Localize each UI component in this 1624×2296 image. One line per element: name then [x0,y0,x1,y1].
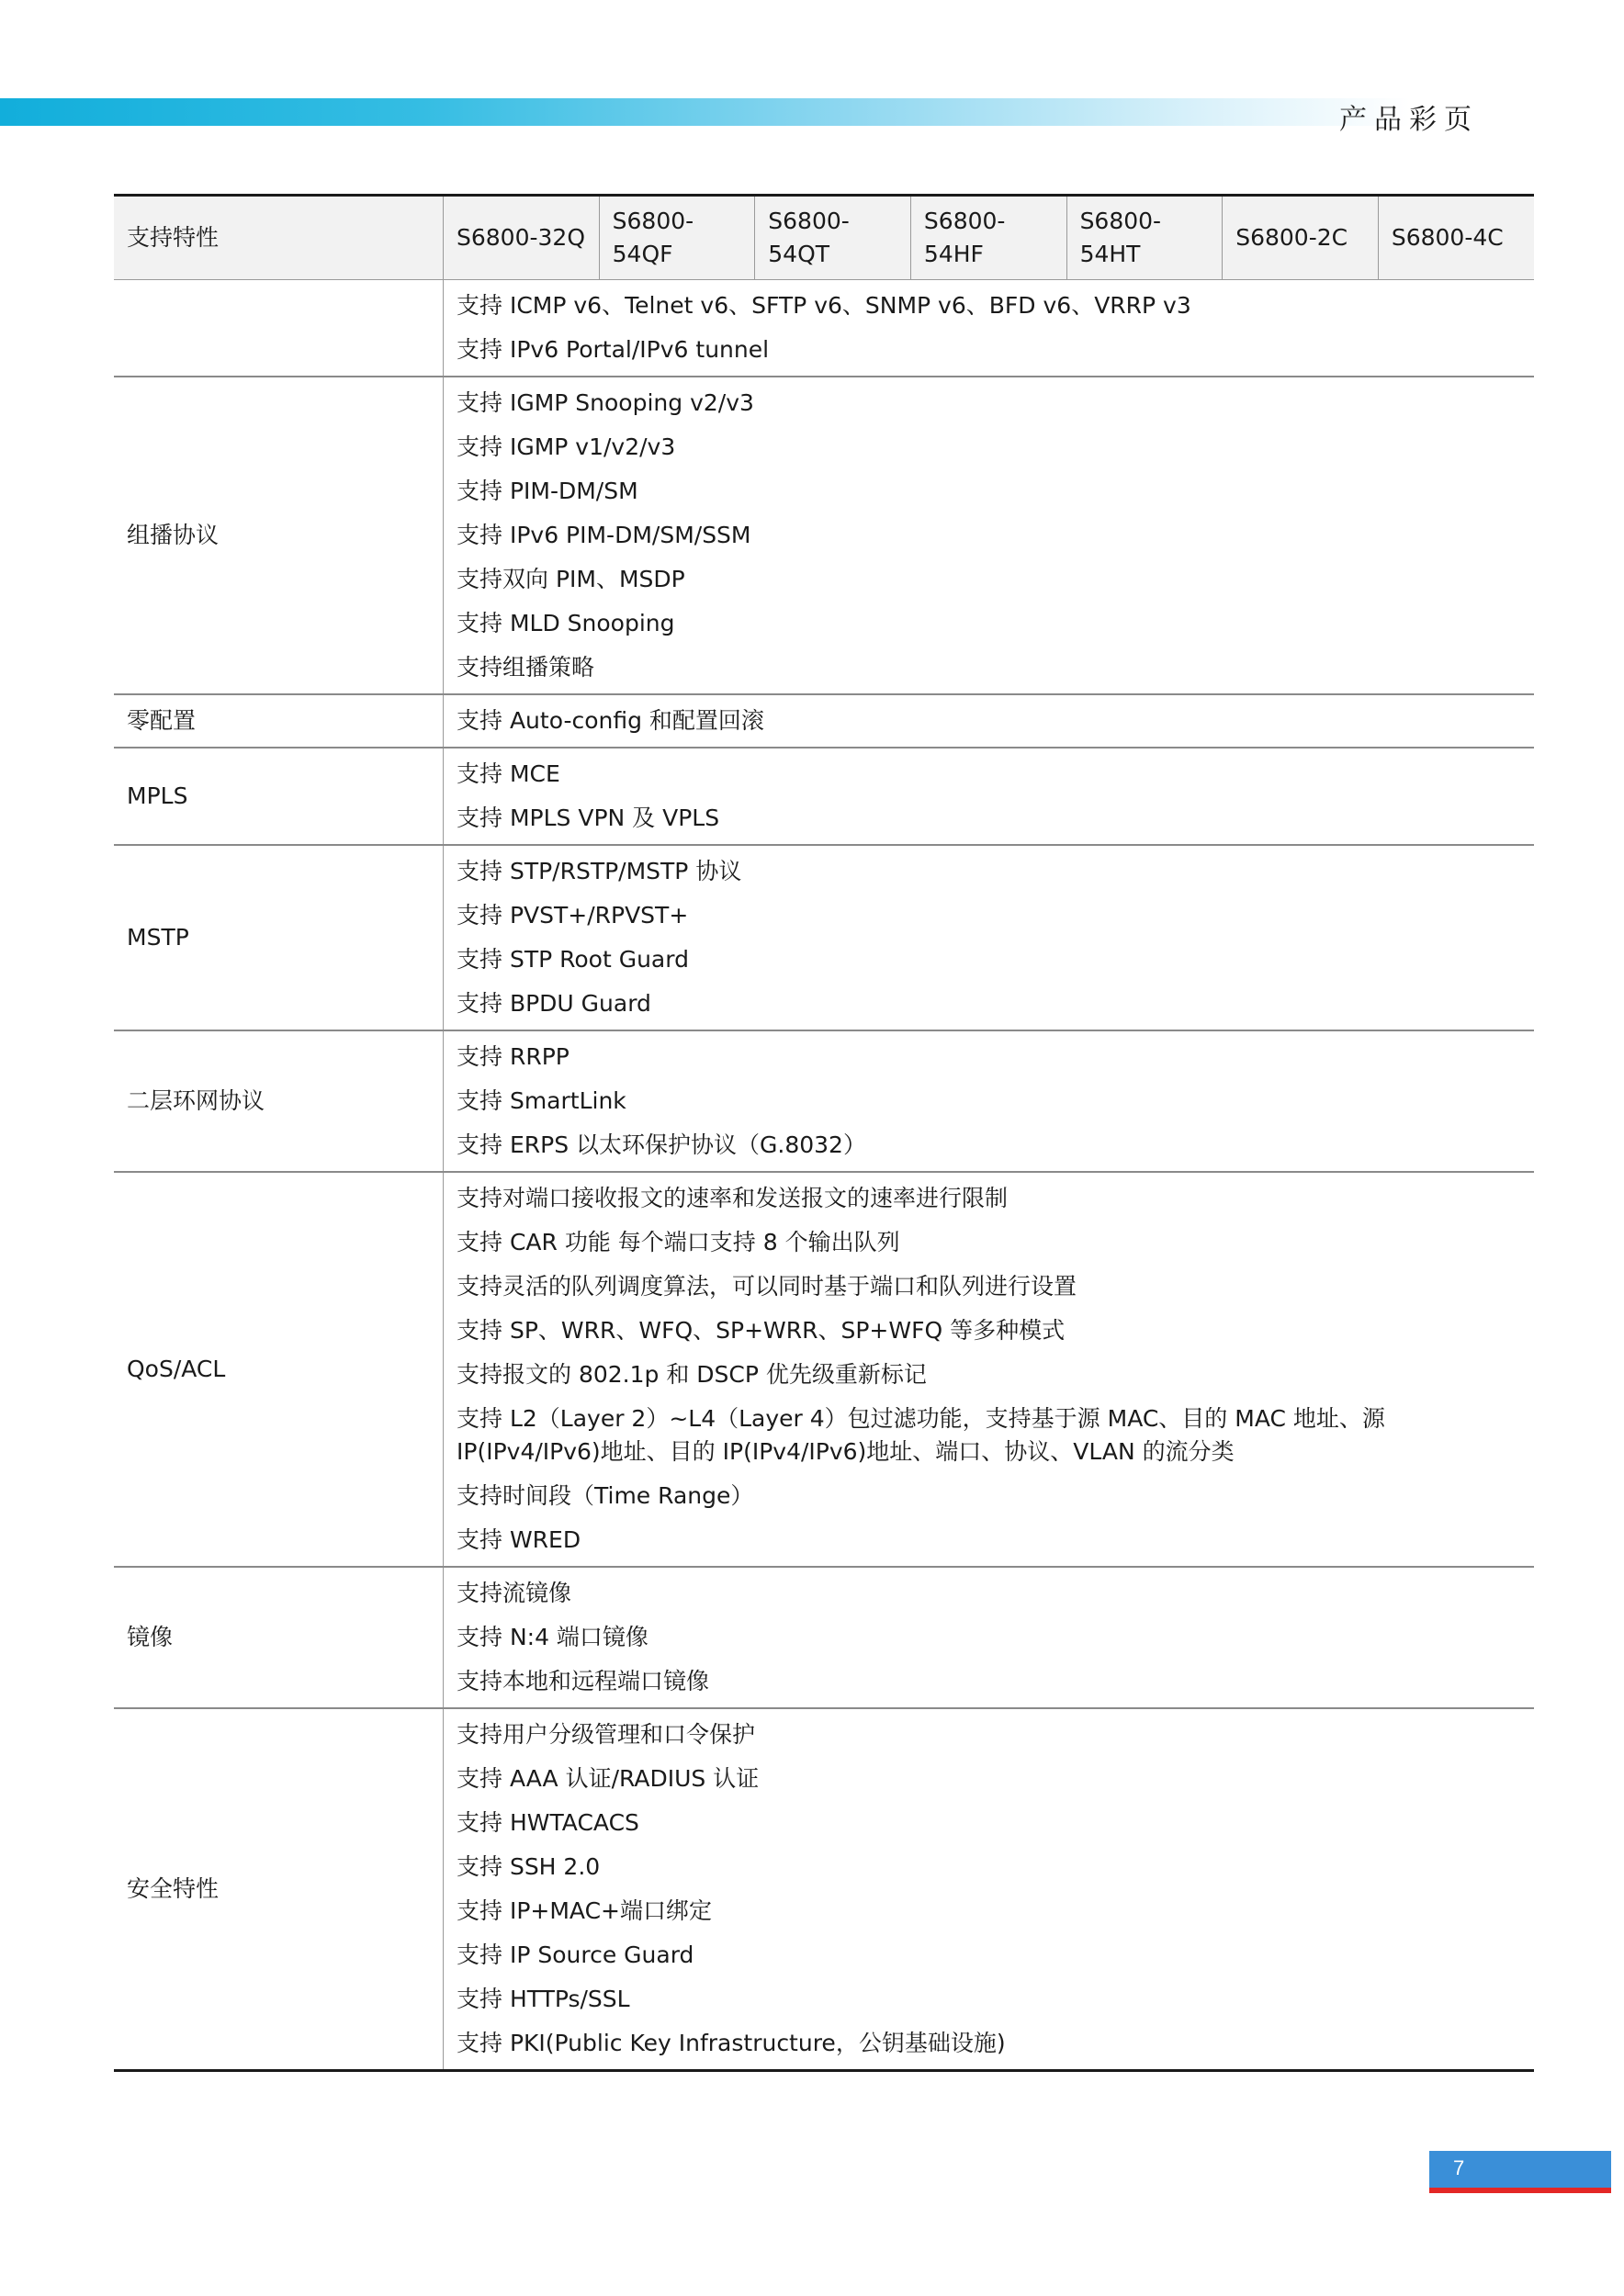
list-item: 支持 MLD Snooping [457,610,675,636]
page-number-box [1429,2151,1611,2193]
items-cell [444,1567,1535,1708]
header-title: 产品彩页 [1339,104,1479,136]
list-item: 支持 CAR 功能 每个端口支持 8 个输出队列 [457,1229,900,1255]
list-item: 支持 STP Root Guard [457,946,689,973]
header-model: S6800-54HT [1066,196,1223,280]
list-item: 支持时间段（Time Range） [457,1482,754,1509]
items-cell [444,377,1535,694]
list-item: 支持 L2（Layer 2）~L4（Layer 4）包过滤功能，支持基于源 MAC、目的 MAC 地址、源 IP(IPv4/IPv6)地址、目的 IP(IPv4/IPv6)地址、端口、协议、VLAN 的流分类 [457,1405,1385,1465]
feature-cell: 镜像 [114,1567,444,1708]
list-item: 支持流镜像 [457,1580,572,1606]
header-model: S6800-54HF [910,196,1066,280]
feature-cell: 组播协议 [114,377,444,694]
feature-cell: MPLS [114,748,444,845]
items-cell [444,280,1535,377]
list-item: 支持 RRPP [457,1043,570,1070]
list-item: 支持 HTTPs/SSL [457,1986,630,2012]
table-row [114,1030,1534,1172]
list-item: 支持 SSH 2.0 [457,1853,601,1880]
list-item: 支持 STP/RSTP/MSTP 协议 [457,858,742,884]
feature-cell: MSTP [114,845,444,1030]
items-cell [444,1172,1535,1567]
list-item: 支持 MCE [457,760,560,787]
items-cell [444,1708,1535,2071]
table-row [114,845,1534,1030]
table-row [114,1567,1534,1708]
list-item: 支持 IGMP Snooping v2/v3 [457,389,754,416]
list-item: 支持 AAA 认证/RADIUS 认证 [457,1765,760,1792]
table-row [114,377,1534,694]
list-item: 支持本地和远程端口镜像 [457,1668,710,1694]
list-item: 支持 PIM-DM/SM [457,478,638,504]
list-item: 支持 WRED [457,1526,581,1553]
list-item: 支持 MPLS VPN 及 VPLS [457,805,720,831]
list-item: 支持 IGMP v1/v2/v3 [457,433,676,460]
list-item: 支持 SmartLink [457,1087,626,1114]
page-number: 7 [1453,2156,1465,2179]
list-item: 支持 IP+MAC+端口绑定 [457,1897,712,1924]
header-model: S6800-54QF [599,196,755,280]
table-row [114,280,1534,377]
table-row [114,1708,1534,2071]
items-cell [444,694,1535,748]
list-item: 支持 BPDU Guard [457,990,651,1017]
list-item: 支持用户分级管理和口令保护 [457,1721,756,1748]
list-item: 支持 IPv6 Portal/IPv6 tunnel [457,336,770,363]
feature-cell: 二层环网协议 [114,1030,444,1172]
header-feature: 支持特性 [114,196,444,280]
header-model: S6800-4C [1378,196,1534,280]
feature-cell: 零配置 [114,694,444,748]
feature-cell: QoS/ACL [114,1172,444,1567]
list-item: 支持 SP、WRR、WFQ、SP+WRR、SP+WFQ 等多种模式 [457,1317,1066,1344]
list-item: 支持 IPv6 PIM-DM/SM/SSM [457,522,751,548]
header-band [0,98,1410,126]
items-cell [444,1030,1535,1172]
feature-cell [114,280,444,377]
table-row [114,694,1534,748]
items-cell [444,845,1535,1030]
table-row [114,1172,1534,1567]
list-item: 支持 IP Source Guard [457,1941,694,1968]
table-row [114,748,1534,845]
list-item: 支持 N:4 端口镜像 [457,1624,648,1650]
spec-table [114,194,1534,2072]
table-header-row [114,196,1534,280]
list-item: 支持 ERPS 以太环保护协议（G.8032） [457,1131,866,1158]
list-item: 支持 Auto-config 和配置回滚 [457,707,764,734]
list-item: 支持 ICMP v6、Telnet v6、SFTP v6、SNMP v6、BFD v6、VRRP v3 [457,292,1191,319]
header-model: S6800-2C [1223,196,1379,280]
list-item: 支持报文的 802.1p 和 DSCP 优先级重新标记 [457,1361,927,1388]
items-cell [444,748,1535,845]
list-item: 支持组播策略 [457,654,595,681]
list-item: 支持双向 PIM、MSDP [457,566,685,592]
list-item: 支持 HWTACACS [457,1809,639,1836]
list-item: 支持 PKI(Public Key Infrastructure，公钥基础设施) [457,2030,1006,2056]
header-model: S6800-32Q [444,196,600,280]
list-item: 支持 PVST+/RPVST+ [457,902,689,929]
header-model: S6800-54QT [755,196,911,280]
list-item: 支持对端口接收报文的速率和发送报文的速率进行限制 [457,1185,1009,1211]
list-item: 支持灵活的队列调度算法，可以同时基于端口和队列进行设置 [457,1273,1077,1300]
feature-cell: 安全特性 [114,1708,444,2071]
